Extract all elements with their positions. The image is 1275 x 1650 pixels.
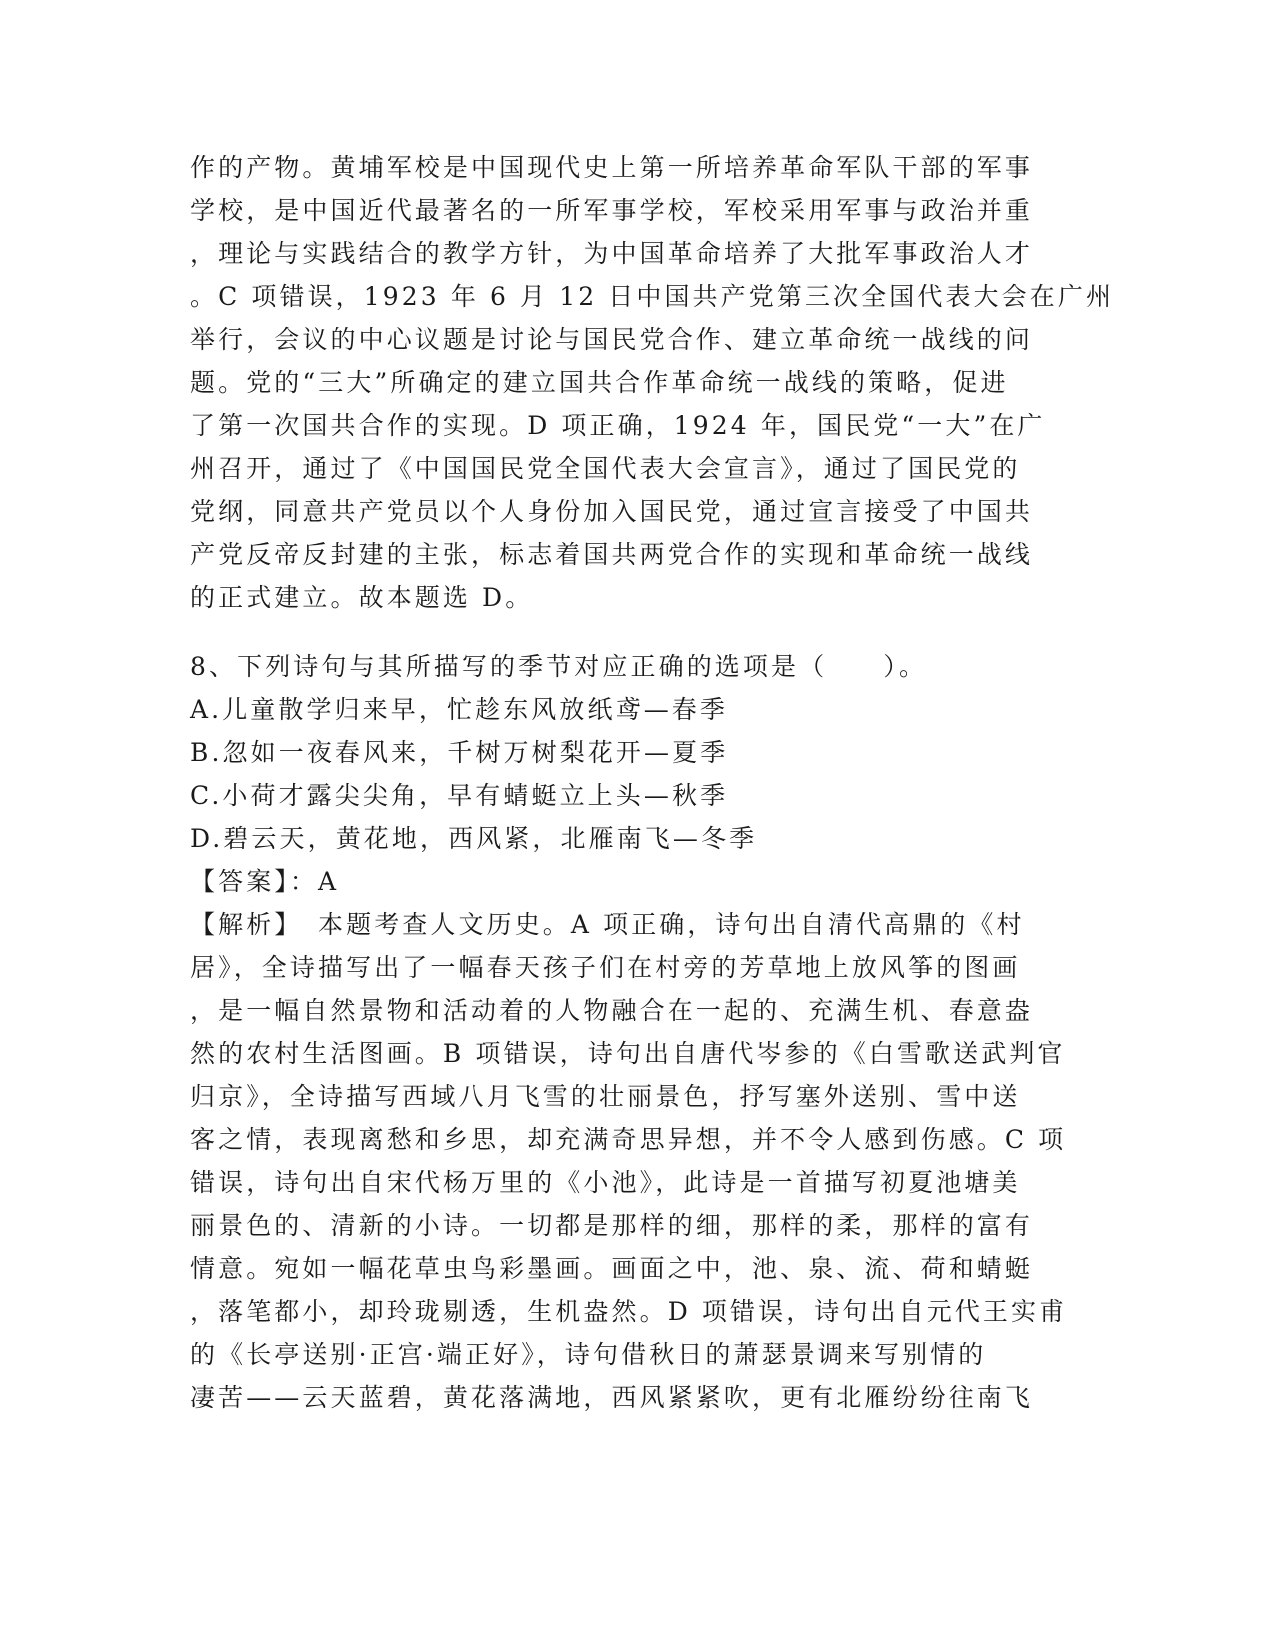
question-8: [190, 645, 1090, 1419]
option-c: C.小荷才露尖尖角，早有蜻蜓立上头—秋季: [190, 781, 729, 810]
option-d: D.碧云天，黄花地，西风紧，北雁南飞—冬季: [190, 824, 758, 853]
text-line: 举行，会议的中心议题是讨论与国民党合作、建立革命统一战线的问: [190, 325, 1034, 354]
option-a: A.儿童散学归来早，忙趁东风放纸鸢—春季: [190, 695, 729, 724]
text-line: 题。党的“三大”所确定的建立国共合作革命统一战线的策略，促进: [190, 368, 1009, 397]
text-line: 的正式建立。故本题选 D。: [190, 583, 534, 612]
text-line: 然的农村生活图画。B 项错误，诗句出自唐代岑参的《白雪歌送武判官: [190, 1039, 1066, 1068]
text-line: 归京》，全诗描写西域八月飞雪的壮丽景色，抒写塞外送别、雪中送: [190, 1082, 1021, 1111]
question-8-explanation: [190, 903, 1090, 1419]
section-gap: [190, 619, 1090, 645]
text-line: 居》，全诗描写出了一幅春天孩子们在村旁的芳草地上放风筝的图画: [190, 953, 1021, 982]
text-line: 学校，是中国近代最著名的一所军事学校，军校采用军事与政治并重: [190, 196, 1034, 225]
text-line: 客之情，表现离愁和乡思，却充满奇思异想，并不令人感到伤感。C 项: [190, 1125, 1067, 1154]
text-line: ，落笔都小，却玲珑剔透，生机盎然。D 项错误，诗句出自元代王实甫: [190, 1297, 1068, 1326]
previous-explanation: [190, 146, 1115, 619]
page-content: [190, 146, 1115, 1419]
text-line: 的《长亭送别·正宫·端正好》，诗句借秋日的萧瑟景调来写别情的: [190, 1340, 987, 1369]
text-line: 。C 项错误，1923 年 6 月 12 日中国共产党第三次全国代表大会在广州: [190, 282, 1115, 311]
text-line: 丽景色的、清新的小诗。一切都是那样的细，那样的柔，那样的富有: [190, 1211, 1034, 1240]
text-line: ，是一幅自然景物和活动着的人物融合在一起的、充满生机、春意盎: [190, 996, 1034, 1025]
text-line: 产党反帝反封建的主张，标志着国共两党合作的实现和革命统一战线: [190, 540, 1034, 569]
text-line: 作的产物。黄埔军校是中国现代史上第一所培养革命军队干部的军事: [190, 153, 1034, 182]
text-line: 了第一次国共合作的实现。D 项正确，1924 年，国民党“一大”在广: [190, 411, 1046, 440]
text-line: 凄苦——云天蓝碧，黄花落满地，西风紧紧吹，更有北雁纷纷往南飞: [190, 1383, 1034, 1412]
text-line: 党纲，同意共产党员以个人身份加入国民党，通过宣言接受了中国共: [190, 497, 1034, 526]
question-stem: 8、下列诗句与其所描写的季节对应正确的选项是（ ）。: [190, 652, 928, 681]
option-b: B.忽如一夜春风来，千树万树梨花开—夏季: [190, 738, 729, 767]
text-line: ，理论与实践结合的教学方针，为中国革命培养了大批军事政治人才: [190, 239, 1034, 268]
answer-line: 【答案】：A: [190, 867, 340, 896]
text-line: 错误，诗句出自宋代杨万里的《小池》，此诗是一首描写初夏池塘美: [190, 1168, 1021, 1197]
text-line: 【解析】 本题考查人文历史。A 项正确，诗句出自清代高鼎的《村: [190, 910, 1025, 939]
text-line: 州召开，通过了《中国国民党全国代表大会宣言》，通过了国民党的: [190, 454, 1021, 483]
text-line: 情意。宛如一幅花草虫鸟彩墨画。画面之中，池、泉、流、荷和蜻蜓: [190, 1254, 1034, 1283]
